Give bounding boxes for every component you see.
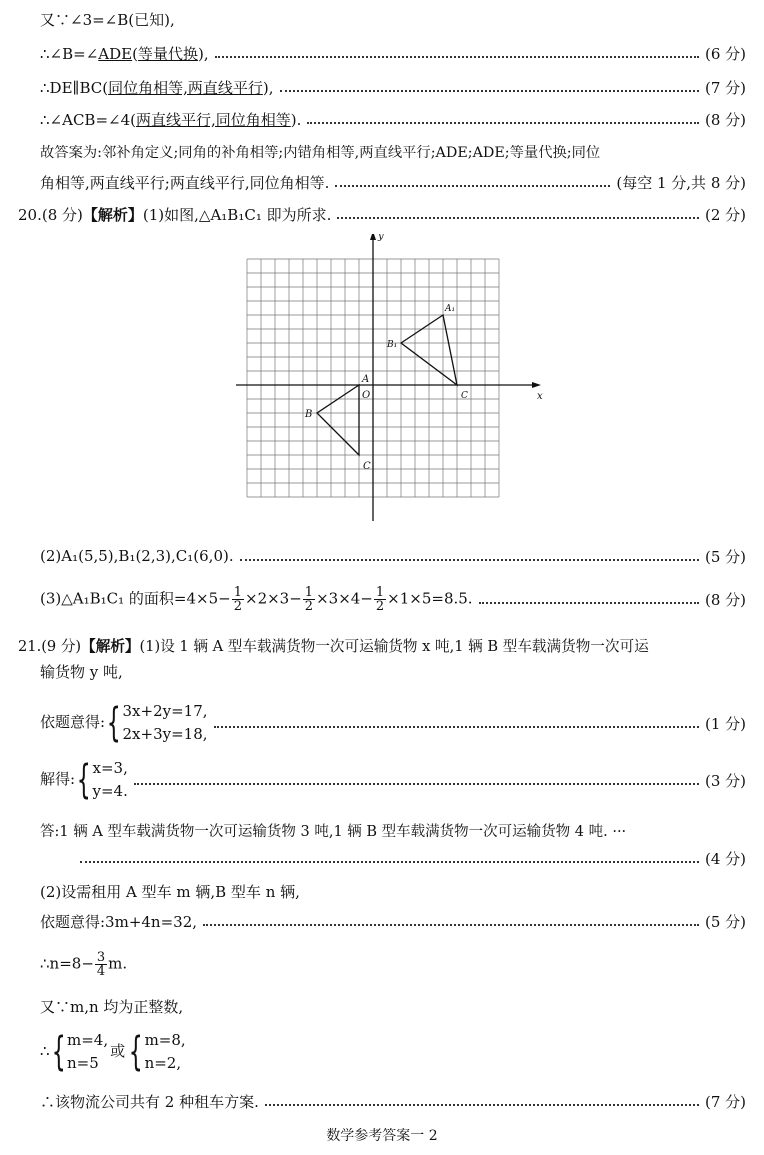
q21-n-expression (40, 948, 746, 980)
text: ∴ (40, 1042, 50, 1060)
text: 依题意得:3m+4n=32, (40, 912, 198, 931)
denominator: 2 (375, 598, 385, 614)
leader-dots (203, 924, 699, 926)
blank-answer: 等量代换 (137, 44, 198, 63)
x-axis-label: x (537, 391, 543, 402)
analysis-tag: 【解析】 (82, 205, 143, 224)
brace-icon: { (51, 1029, 66, 1075)
equation: y=4. (92, 782, 128, 800)
score: (8 分) (704, 110, 746, 129)
score: (5 分) (704, 547, 746, 566)
score: (6 分) (704, 44, 746, 63)
leader-dots (265, 1104, 699, 1106)
score: (7 分) (704, 78, 746, 97)
leader-dots (280, 90, 699, 92)
system-of-equations (75, 757, 128, 803)
q21-part2-equation (40, 908, 746, 934)
score: (7 分) (704, 1092, 746, 1111)
numerator: 1 (304, 584, 314, 600)
fraction (95, 951, 107, 978)
score: (1 分) (704, 714, 746, 733)
y-axis-label: y (378, 234, 384, 242)
score: (5 分) (704, 912, 746, 931)
text: ), (197, 44, 209, 63)
text: 答:1 辆 A 型车载满货物一次可运输货物 3 吨,1 辆 B 型车载满货物一次可运输货物 4 吨. ··· (40, 823, 627, 840)
question-points: (9 分) (41, 637, 82, 655)
text: 依题意得: (40, 713, 106, 731)
numerator: 1 (233, 584, 242, 600)
equation: x=3, (92, 759, 128, 777)
q21-header (18, 632, 746, 658)
text: ∴n=8− (40, 954, 94, 972)
q20-header (18, 201, 746, 227)
equation: n=2, (144, 1054, 182, 1072)
line-answer-summary-2 (40, 169, 746, 195)
question-points: (8 分) (41, 205, 83, 224)
line-given (40, 6, 746, 32)
fraction-half (374, 586, 386, 613)
origin-label: O (362, 390, 371, 401)
q21-answer-score (40, 845, 746, 871)
blank-answer: 同位角相等,两直线平行 (108, 78, 263, 97)
brace-icon: { (76, 757, 91, 803)
equation: m=8, (144, 1031, 186, 1049)
fraction-half (303, 586, 315, 613)
text: (2)A₁(5,5),B₁(2,3),C₁(6,0). (40, 547, 234, 565)
equation: n=5 (67, 1054, 99, 1072)
line-step-6 (40, 40, 746, 66)
text: ( (132, 44, 138, 63)
leader-dots (134, 783, 699, 785)
score: (每空 1 分,共 8 分) (616, 173, 746, 192)
text: ∴该物流公司共有 2 种租车方案. (40, 1092, 259, 1111)
q20-part2 (40, 543, 746, 569)
fraction-half (232, 586, 244, 613)
line-step-7 (40, 74, 746, 100)
q20-part3 (40, 584, 746, 614)
question-number: 21. (18, 637, 42, 655)
text: ∴DE∥BC( (40, 78, 109, 97)
point-label-B₁: B₁ (387, 340, 398, 350)
axes (236, 234, 541, 521)
analysis-tag: 【解析】 (81, 637, 140, 655)
line-answer-summary (40, 139, 746, 165)
equation: 2x+3y=18, (122, 725, 208, 743)
score: (4 分) (704, 849, 746, 868)
text: m. (108, 954, 128, 972)
point-label-C: C (363, 461, 371, 472)
q21-solution-system (40, 753, 746, 807)
text: 解得: (40, 770, 76, 788)
case-system (50, 1029, 109, 1075)
page-footer: 数学参考答案一 2 (326, 1128, 438, 1144)
leader-dots (337, 217, 699, 219)
case-system (127, 1029, 186, 1075)
denominator: 2 (304, 598, 314, 614)
denominator: 4 (96, 963, 106, 979)
leader-dots (240, 559, 699, 561)
text: 又∵∠3=∠B(已知), (40, 10, 175, 29)
text: 故答案为:邻补角定义;同角的补角相等;内错角相等,两直线平行;ADE;ADE;等量代换;同位 (40, 145, 601, 161)
text: ×1×5=8.5. (387, 589, 473, 607)
point-label-A₁: A₁ (445, 304, 456, 314)
triangle-abc (317, 385, 359, 455)
brace-icon: { (106, 700, 121, 746)
text: ∴∠ACB=∠4( (40, 110, 136, 129)
blank-answer: ADE (98, 44, 133, 63)
question-number: 20. (18, 205, 42, 224)
text: ∴∠B=∠ (40, 44, 99, 63)
q21-cases (40, 1025, 746, 1079)
q21-line2 (40, 658, 746, 684)
equation: m=4, (67, 1031, 109, 1049)
leader-dots (335, 185, 610, 187)
score: (2 分) (704, 205, 746, 224)
text: 或 (110, 1042, 126, 1060)
line-step-8 (40, 106, 746, 132)
text: (2)设需租用 A 型车 m 辆,B 型车 n 辆, (40, 882, 300, 901)
text: ×3×4− (316, 589, 373, 607)
coordinate-grid-figure (236, 234, 556, 539)
text: ). (290, 110, 302, 129)
system-of-equations (105, 700, 207, 746)
score: (3 分) (704, 771, 746, 790)
brace-icon: { (128, 1029, 143, 1075)
blank-answer: 两直线平行,同位角相等 (135, 110, 291, 129)
leader-dots (215, 56, 699, 58)
q21-equation-system (40, 696, 746, 750)
text: 输货物 y 吨, (40, 662, 123, 681)
leader-dots (307, 122, 699, 124)
numerator: 1 (375, 584, 385, 600)
leader-dots (80, 861, 699, 863)
denominator: 2 (233, 598, 242, 614)
numerator: 3 (96, 949, 106, 965)
point-label-C: C (461, 391, 468, 401)
point-label-B: B (305, 409, 313, 420)
y-axis-arrow-icon (370, 234, 376, 240)
q21-part2 (40, 878, 746, 904)
text: ×2×3− (245, 589, 302, 607)
text: 角相等,两直线平行;两直线平行,同位角相等. (40, 173, 330, 192)
text: 又∵m,n 均为正整数, (40, 997, 184, 1016)
text: (1)设 1 辆 A 型车载满货物一次可运输货物 x 吨,1 辆 B 型车载满货物一次可运 (139, 637, 649, 655)
q21-positive-integers (40, 993, 746, 1019)
text: (1)如图,△A₁B₁C₁ 即为所求. (142, 205, 332, 224)
leader-dots (214, 726, 699, 728)
score: (8 分) (704, 590, 746, 609)
equation: 3x+2y=17, (122, 702, 208, 720)
x-axis-arrow-icon (532, 382, 541, 388)
text: ), (262, 78, 274, 97)
q21-answer (40, 817, 746, 843)
text: (3)△A₁B₁C₁ 的面积=4×5− (40, 589, 231, 607)
leader-dots (479, 602, 699, 604)
point-label-A: A (362, 374, 370, 385)
q21-conclusion (40, 1088, 746, 1114)
